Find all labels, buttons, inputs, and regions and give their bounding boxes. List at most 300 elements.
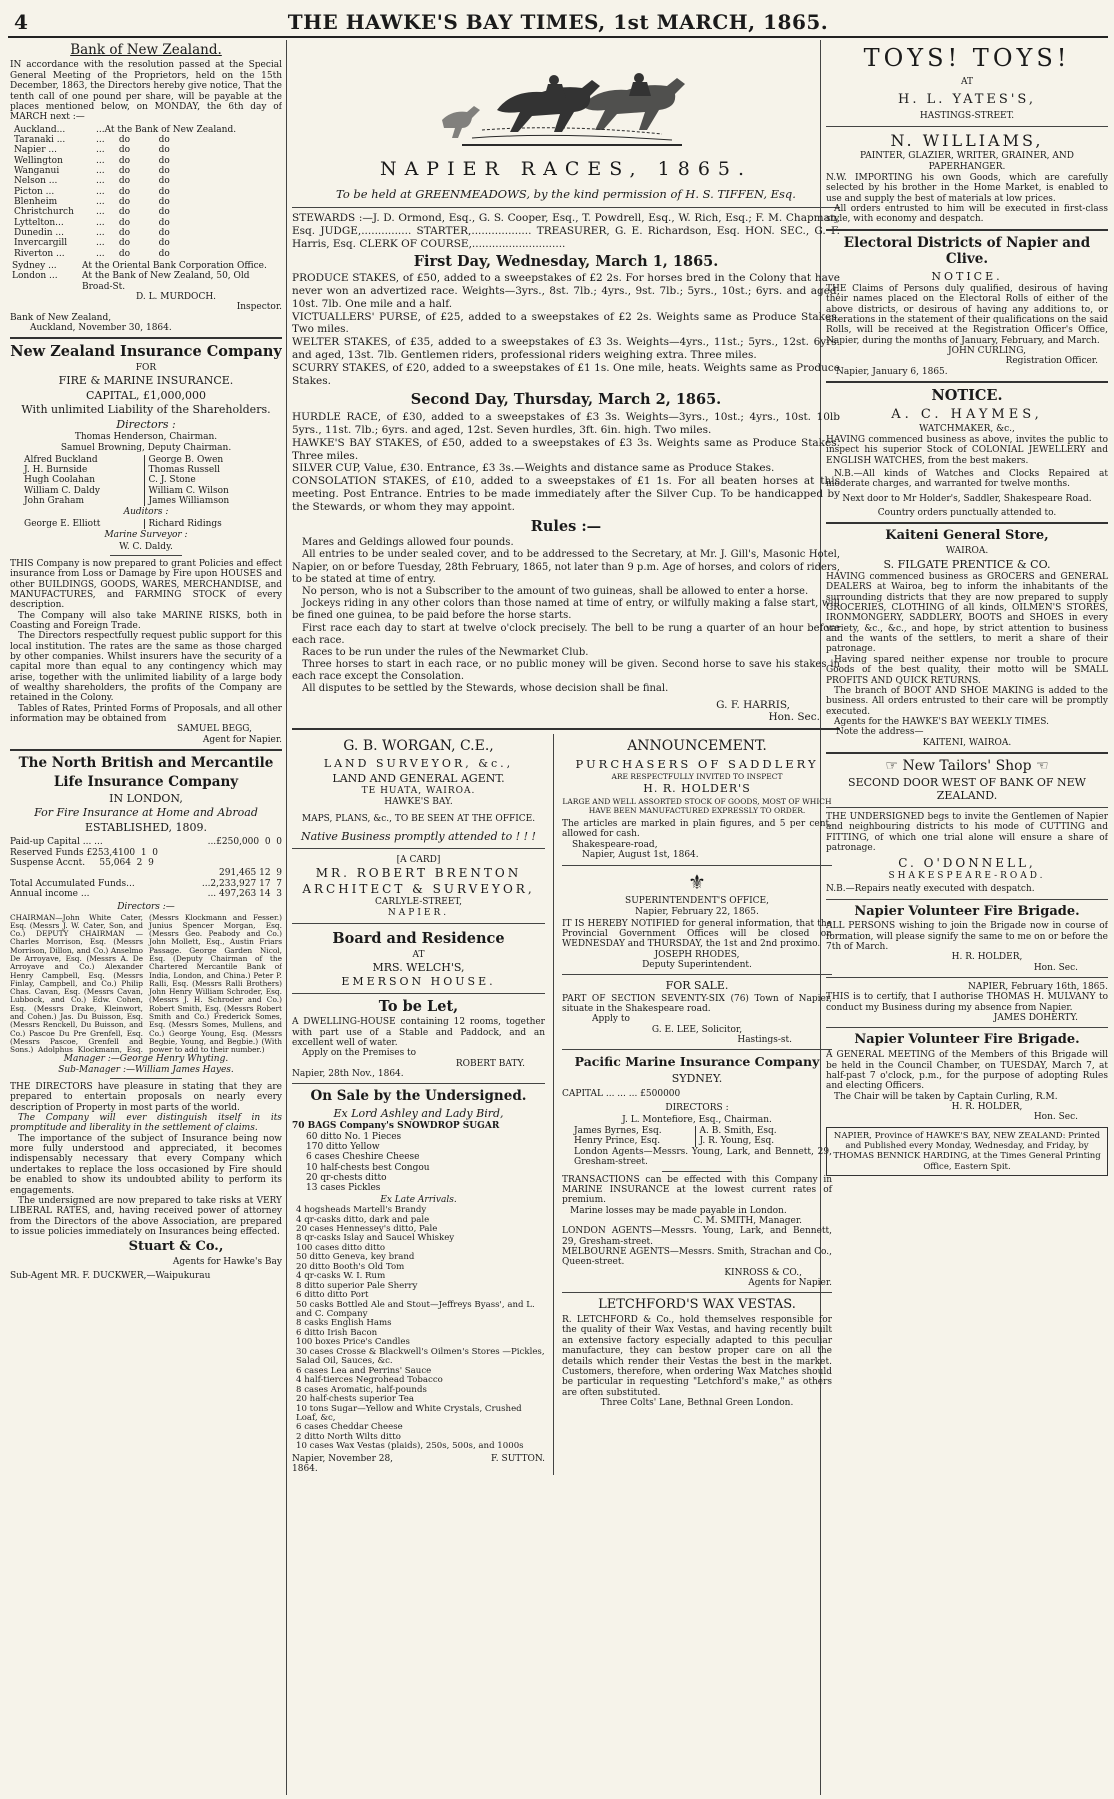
bank-place-row	[14, 135, 282, 145]
pacific-city: SYDNEY.	[671, 1071, 723, 1085]
announce-addr: Shakespeare-road,	[572, 839, 658, 850]
nzins-for: FOR	[135, 363, 157, 374]
sale-sub: Ex Lord Ashley and Lady Bird,	[333, 1106, 504, 1120]
nb-financial-label: Paid-up Capital ... ...	[10, 837, 103, 848]
electoral-signer-title: Registration Officer.	[1005, 356, 1098, 367]
nzins-director: Hugh Coolahan	[24, 475, 95, 486]
nb-p2: The Company will ever distinguish itself in its promptitude and liberality in the settlement of claims.	[10, 1113, 282, 1134]
nzins-p1: THIS Company is now prepared to grant Policies and effect insurance from Loss or Damage by Fire upon HOUSES and other BUILDINGS, GOODS, WARES, MERCHANDISE, and MANUFACTURES, and FARMING STOCK of every description.	[10, 558, 282, 611]
pacific-directors-left	[574, 1126, 695, 1147]
brenton-l1: MR. ROBERT BRENTON	[315, 865, 522, 880]
sale-late: Ex Late Arrivals.	[380, 1194, 457, 1205]
fire1-signer-title: Hon. Sec.	[1033, 962, 1078, 973]
divider	[826, 229, 1108, 231]
announce-l4: LARGE AND WELL ASSORTED STOCK OF GOODS, MOST OF WHICH HAVE BEEN MANUFACTURED EXPRESSLY TO ORDER.	[562, 796, 832, 815]
williams-body: N.W. IMPORTING his own Goods, which are carefully selected by his brother in the Home Market, is enabled to use and supply the best of materials at low prices.	[826, 173, 1108, 204]
divider	[110, 555, 182, 556]
nb-p3: The importance of the subject of Insurance being now more fully understood and appreciated, it becomes indispensably necessary that every Company which undertakes to replace the loss occasioned by Fire should be enabled to show its undoubted ability to perform its engagements.	[10, 1133, 282, 1196]
haymes-body: HAVING commenced business as above, invites the public to inspect his superior Stock of COLONIAL JEWELLERY and ENGLISH WATCHES, from the best makers.	[826, 435, 1108, 466]
forsale-apply: Apply to	[592, 1014, 630, 1025]
pacific-mag: MELBOURNE AGENTS—Messrs. Smith, Strachan and Co., Queen-street.	[562, 1246, 832, 1268]
bank-place-where: ... do do	[96, 134, 170, 145]
bank-place-where: ... do do	[96, 186, 170, 197]
pacific-p1: TRANSACTIONS can be effected with this Company in MARINE INSURANCE at the lowest current rates of premium.	[562, 1174, 832, 1206]
race-entry: WELTER STAKES, of £35, added to a sweepstakes of £3 3s. Weights—4yrs., 11st.; 5yrs., 12st. 6yrs. and aged, 13st. 7lb. Gentlemen riders, professional riders weighing extra. Three miles.	[292, 336, 840, 362]
races-rules-list	[292, 537, 840, 695]
sale-item: 20 qr-chests ditto	[306, 1173, 387, 1184]
letchford-body: R. LETCHFORD & Co., hold themselves responsible for the quality of their Wax Vestas, and having recently built an extensive factory especially adapted to this peculiar manufacture, they can bestow proper care on all the details which render their Vestas the best in the market. Customers, therefore, when ordering Wax Matches should be particular in requesting "Letchford's make," as others are often substituted.	[562, 1315, 832, 1398]
fire1-body: ALL PERSONS wishing to join the Brigade now in course of formation, will please signify the same to me on or before the 7th of March.	[826, 921, 1108, 953]
pacific-directors	[562, 1126, 832, 1147]
bank-place-where: ... do do	[96, 145, 170, 156]
races-rules-heading: Rules :—	[530, 517, 602, 535]
kaiteni-p4: Agents for the HAWKE'S BAY WEEKLY TIMES.	[834, 716, 1049, 727]
pacific-lag: LONDON AGENTS—Messrs. Young, Lark, and Bennett, 29, Gresham-street.	[562, 1226, 832, 1247]
divider	[292, 923, 545, 924]
column-right	[826, 40, 1108, 1795]
race-rule: Races to be run under the rules of the Newmarket Club.	[302, 646, 589, 658]
pointing-hand-icon: ☜	[1031, 757, 1049, 774]
pacific-directors-right	[695, 1126, 821, 1147]
nzins-title: New Zealand Insurance Company	[10, 343, 282, 361]
sale-list-late	[292, 1206, 545, 1452]
pacific-director: Henry Prince, Esq.	[574, 1136, 661, 1147]
pacific-title: Pacific Marine Insurance Company	[574, 1054, 820, 1070]
bank-title: Bank of New Zealand.	[70, 42, 222, 58]
divider	[10, 337, 282, 339]
nzins-auditors	[10, 519, 282, 529]
divider	[562, 865, 832, 866]
bank-place-where: ... do do	[96, 196, 170, 207]
nb-financial-value: ... 497,263 14 3	[207, 888, 282, 899]
nzins-director: William C. Daldy	[24, 485, 100, 496]
tailors-sub: SECOND DOOR WEST OF BANK OF NEW ZEALAND.	[848, 776, 1086, 803]
board-house: EMERSON HOUSE.	[341, 975, 496, 989]
sale-item: 60 ditto No. 1 Pieces	[306, 1131, 402, 1142]
divider	[826, 381, 1108, 383]
nb-in: IN LONDON,	[109, 791, 183, 805]
sale-date: Napier, November 28, 1864.	[292, 1453, 394, 1475]
lower-centre	[292, 734, 840, 1474]
pacific-capital: CAPITAL ... ... ... £500000	[562, 1089, 681, 1100]
board-at: AT	[412, 949, 425, 960]
race-entry: CONSOLATION STAKES, of £10, added to a sweepstakes of £1 1s. For all beaten horses at this meeting. Post Entrance. Entries to be made immediately after the Silver Cup. To be handicapped by the Stewards, or whom they may appoint.	[292, 475, 840, 513]
nb-financial-row	[10, 868, 282, 878]
sale-item: 20 cases Hennessey's ditto, Pale	[296, 1223, 438, 1234]
fire2-body: A GENERAL MEETING of the Members of this Brigade will be held in the Council Chamber, on TUESDAY, March 7, at half-past 7 o'clock, p.m., for the purpose of adopting Rules and electing Officers.	[826, 1050, 1108, 1092]
royal-arms-icon: ⚜	[688, 869, 706, 894]
fire2-body2: The Chair will be taken by Captain Curling, R.M.	[834, 1091, 1058, 1102]
divider	[562, 1049, 832, 1050]
races-day2: Second Day, Thursday, March 2, 1865.	[410, 391, 722, 409]
column-centre	[292, 40, 840, 1795]
tolet-apply: Apply on the Premises to	[302, 1048, 417, 1059]
announce-l2: ARE RESPECTFULLY INVITED TO INSPECT	[611, 772, 783, 782]
nzins-deputy: Samuel Browning, Deputy Chairman.	[60, 443, 232, 454]
nzins-directors-heading: Directors :	[116, 417, 176, 431]
electoral-body: THE Claims of Persons duly qualified, desirous of having their names placed on the Electoral Rolls of either of the above districts, or desirous of having any additions to, or alterations in the statement of their qualifications on the said Rolls, will be received at the Registration Officer's Office, Napier, during the months of January, February, and March.	[826, 284, 1108, 346]
nzins-director: Thomas Russell	[148, 465, 220, 476]
nb-financial-value: ...£250,000 0 0	[207, 837, 282, 848]
sale-item: 50 casks Bottled Ale and Stout—Jeffreys Byass', and L. and C. Company	[296, 1299, 535, 1320]
divider	[292, 207, 840, 208]
sale-item: 20 half-chests superior Tea	[296, 1394, 414, 1405]
sale-item: 10 tons Sugar—Yellow and White Crystals, Crushed Loaf, &c,	[296, 1403, 522, 1424]
race-rule: Three horses to start in each race, or no public money will be given. Second horse to save his stakes in each race except the Consolation.	[292, 659, 840, 683]
bank-place-name: Picton ...	[14, 186, 55, 197]
divider	[10, 749, 282, 751]
tailors-heading	[826, 758, 1108, 775]
column-left	[10, 40, 282, 1795]
nb-directors-heading: Directors :—	[117, 902, 175, 913]
tolet-title: To be Let,	[378, 997, 459, 1015]
page-number: 4	[14, 10, 28, 34]
bank-place-row	[14, 125, 282, 135]
sale-item: 4 hogsheads Martell's Brandy	[296, 1205, 427, 1216]
bank-place-where: ... do do	[96, 176, 170, 187]
divider	[826, 977, 1108, 978]
bank-place-name: Nelson ...	[14, 176, 58, 187]
nb-financial-value: ...2,233,927 17 7	[201, 878, 282, 889]
bank-place-where: ... do do	[96, 165, 170, 176]
tailors-title: New Tailors' Shop	[902, 757, 1032, 774]
supt-signer: JOSEPH RHODES,	[654, 949, 740, 960]
bank-intro: IN accordance with the resolution passed at the Special General Meeting of the Proprietors, held on the 15th December, 1863, the Directors hereby give notice, That the tenth call of one pound per share, will be payable at the places mentioned below, on MONDAY, the 6th day of MARCH next :—	[10, 60, 282, 123]
letchford-addr: Three Colts' Lane, Bethnal Green London.	[600, 1397, 794, 1408]
kaiteni-addr: KAITENI, WAIROA.	[922, 737, 1012, 748]
nb-financial-row	[10, 858, 282, 868]
board-mrs: MRS. WELCH'S,	[372, 960, 465, 974]
bank-place-row	[14, 249, 282, 259]
cert-date: NAPIER, February 16th, 1865.	[968, 982, 1108, 993]
sale-item: 4 half-tierces Negrohead Tobacco	[296, 1375, 443, 1386]
nzins-director: Alfred Buckland	[24, 454, 98, 465]
nb-title2: Life Insurance Company	[53, 773, 239, 790]
nb-financials	[10, 837, 282, 899]
race-entry: VICTUALLERS' PURSE, of £25, added to a sweepstakes of £2 2s. Weights same as Produce Stakes. Two miles.	[292, 310, 840, 336]
divider	[562, 1292, 832, 1293]
divider	[292, 848, 545, 849]
haymes-trade: WATCHMAKER, &c.,	[919, 423, 1015, 434]
sale-signer: F. SUTTON.	[490, 1453, 545, 1464]
nb-est: ESTABLISHED, 1809.	[84, 820, 208, 834]
nb-financial-row	[10, 837, 282, 847]
brenton-l4: NAPIER.	[387, 908, 450, 919]
nzins-p2: The Company will also take MARINE RISKS, both in Coasting and Foreign Trade.	[10, 610, 282, 631]
bank-place-row	[14, 166, 282, 176]
sale-item: 100 cases ditto ditto	[296, 1242, 386, 1253]
kaiteni-body: HAVING commenced business as GROCERS and GENERAL DEALERS at Wairoa, beg to inform the inhabitants of the surrounding districts that they are now prepared to supply GROCERIES, CLOTHING of all kinds, OILMEN'S STORES, IRONMONGERY, SADDLERY, BOOTS and SHOES in every variety, &c., &c., and hope, by strict attention to business and the wants of the settlers, to merit a share of their patronage.	[826, 572, 1108, 655]
bank-place-where: ...At the Bank of New Zealand.	[96, 124, 237, 135]
bank-place-name: Lyttelton...	[14, 217, 64, 228]
bank-place-where: ... do do	[96, 238, 170, 249]
bank-place-where: ... do do	[96, 207, 170, 218]
races-stewards: STEWARDS :—J. D. Ormond, Esq., G. S. Cooper, Esq., T. Powdrell, Esq., W. Rich, Esq.; F. M. Chapman, Esq. JUDGE,............... STARTER,.................. TREASURER, G. E. Richardson, Esq. HON. SEC., G. F. Harris, Esq. CLERK OF COURSE,............................	[292, 212, 840, 250]
race-rule: Jockeys riding in any other colors than those named at time of entry, or wilfully making a false start, will be fined one guinea, to be paid before the horse starts.	[292, 598, 840, 622]
tolet-signer: ROBERT BATY.	[455, 1058, 525, 1069]
races-day1-list	[292, 272, 840, 387]
pointing-hand-icon: ☞	[885, 757, 903, 774]
bank-place-name: Blenheim	[14, 196, 58, 207]
worgan-l3: TE HUATA, WAIROA.	[361, 786, 476, 797]
bank-place-name: Dunedin ...	[14, 227, 65, 238]
bank-place-name: Taranaki ...	[14, 134, 66, 145]
nzins-auditors-heading: Auditors :	[123, 507, 169, 518]
nb-subagent: Sub-Agent MR. F. DUCKWER,—Waipukurau	[10, 1271, 211, 1282]
supt-body: IT IS HEREBY NOTIFIED for general information, that the Provincial Government Offices will be closed on WEDNESDAY and THURSDAY, the 1st and 2nd proximo.	[562, 918, 832, 950]
races-title: NAPIER RACES, 1865.	[379, 158, 753, 180]
pacific-london: London Agents—Messrs. Young, Lark, and Bennett, 29, Gresham-street.	[574, 1146, 832, 1168]
divider	[562, 974, 832, 975]
masthead-rule	[8, 36, 1108, 38]
tolet-date: Napier, 28th Nov., 1864.	[292, 1069, 404, 1080]
nzins-p3: The Directors respectfully request public support for this local institution. The rates are the same as those charged by other companies. Whilst insurers have the security of a capital more than equal to any contingency which may arise, together with the unlimited liability of a large body of wealthy shareholders, the profits of the Company are retained in the Colony.	[10, 631, 282, 704]
cert-signer: JAMES DOHERTY.	[993, 1013, 1078, 1024]
printer-imprint: NAPIER, Province of HAWKE'S BAY, NEW ZEALAND: Printed and Published every Monday, Wednesday, and Friday, by THOMAS BENNICK HARDING, at the Times General Printing Office, Eastern Spit.	[826, 1127, 1108, 1176]
divider	[826, 1027, 1108, 1028]
nzins-sub: FIRE & MARINE INSURANCE.	[58, 374, 234, 388]
sale-item: 10 half-chests best Congou	[306, 1162, 430, 1173]
races-signer: G. F. HARRIS,	[716, 698, 790, 711]
races-day1: First Day, Wednesday, March 1, 1865.	[413, 252, 719, 270]
divider	[826, 807, 1108, 808]
bank-place-row	[14, 156, 282, 166]
bank-place-row	[14, 197, 282, 207]
nb-submanager: Sub-Manager :—William James Hayes.	[58, 1064, 234, 1075]
nb-p4: The undersigned are now prepared to take risks at VERY LIBERAL RATES, and, having received power of attorney from the Directors of the above Association, are prepared to issue policies immediately on Insurances being effected.	[10, 1195, 282, 1237]
sale-item: 8 casks English Hams	[296, 1318, 392, 1329]
pacific-manager: C. M. SMITH, Manager.	[693, 1215, 802, 1226]
brenton-l2: ARCHITECT & SURVEYOR,	[302, 881, 535, 896]
electoral-notice: NOTICE.	[931, 269, 1003, 283]
divider	[826, 522, 1108, 524]
nzins-surveyor-heading: Marine Surveyor :	[104, 530, 188, 541]
masthead	[8, 4, 1108, 38]
race-entry: HURDLE RACE, of £30, added to a sweepstakes of £3 3s. Weights—3yrs., 10st.; 4yrs., 10st. 10lb 5yrs., 11st. 7lb.; 6yrs. and aged, 12st. Seven hurdles, 3ft. 6in. high. Two miles.	[292, 411, 840, 436]
nzins-director: William C. Wilson	[148, 485, 229, 496]
bank-place-row	[14, 218, 282, 228]
worgan-l6: Native Business promptly attended to ! ! !	[301, 830, 536, 844]
nb-p1: THE DIRECTORS have pleasure in stating that they are prepared to entertain proposals on nearly every description of Property in most parts of the world.	[10, 1082, 282, 1113]
race-entry: SILVER CUP, Value, £30. Entrance, £3 3s.—Weights and distance same as Produce Stakes.	[292, 462, 775, 475]
race-rule: Mares and Geldings allowed four pounds.	[302, 537, 514, 549]
pacific-kinross-title: Agents for Napier.	[748, 1277, 832, 1288]
nzins-p4: Tables of Rates, Printed Forms of Proposals, and all other information may be obtained from	[10, 703, 282, 724]
bank-place-row	[14, 238, 282, 248]
pacific-p2: Marine losses may be made payable in London.	[570, 1205, 787, 1216]
nb-financial-label: Annual income ...	[10, 888, 90, 899]
pacific-director: A. B. Smith, Esq.	[699, 1126, 777, 1137]
williams-trade: PAINTER, GLAZIER, WRITER, GRAINER, AND PAPERHANGER.	[860, 151, 1074, 172]
tailors-name: C. O'DONNELL,	[898, 856, 1036, 871]
nzins-director: C. J. Stone	[148, 475, 196, 486]
cert-body: THIS is to certify, that I authorise THOMAS H. MULVANY to conduct my Business during my absence from Napier.	[826, 992, 1108, 1013]
sale-item: 13 cases Pickles	[306, 1183, 381, 1194]
race-entry: PRODUCE STAKES, of £50, added to a sweepstakes of £2 2s. For horses bred in the Colony that have never won an advertized race. Weights—3yrs., 8st. 7lb.; 4yrs., 9st. 7lb.; 5yrs., 10st.; 6yrs. and aged, 10st. 7lb. One mile and a half.	[292, 272, 840, 310]
sale-first: 70 BAGS Company's SNOWDROP SUGAR	[292, 1121, 500, 1132]
bank-place-row	[14, 207, 282, 217]
kaiteni-p3: The branch of BOOT AND SHOE MAKING is added to the business. All orders entrusted to their care will be promptly executed.	[826, 685, 1108, 717]
fire2-signer-title: Hon. Sec.	[1033, 1112, 1078, 1123]
worgan-title: G. B. WORGAN, C.E.,	[343, 738, 494, 755]
announce-date: Napier, August 1st, 1864.	[582, 850, 699, 861]
haymes-country: Country orders punctually attended to.	[877, 508, 1057, 519]
column-divider	[286, 40, 287, 1795]
sale-item: 4 qr-casks W. I. Rum	[296, 1271, 386, 1282]
toys-street: HASTINGS-STREET.	[919, 111, 1015, 122]
worgan-l1: LAND SURVEYOR, &c.,	[323, 757, 514, 771]
pacific-director: J. R. Young, Esq.	[699, 1136, 775, 1147]
centre-right-subcolumn	[554, 734, 832, 1474]
bank-place-name: Auckland...	[14, 124, 66, 135]
pacific-kinross: KINROSS & CO.,	[724, 1267, 802, 1278]
race-rule: All disputes to be settled by the Stewards, whose decision shall be final.	[302, 683, 669, 695]
pacific-chair: J. L. Montefiore, Esq., Chairman.	[622, 1114, 772, 1125]
newspaper-title: THE HAWKE'S BAY TIMES, 1st MARCH, 1865.	[287, 10, 829, 34]
sale-item: 6 cases Lea and Perrins' Sauce	[296, 1365, 432, 1376]
supt-date: Napier, February 22, 1865.	[635, 907, 759, 918]
divider	[826, 126, 1108, 127]
bank-places-list	[14, 125, 282, 259]
nzins-surveyor: W. C. Daldy.	[119, 541, 173, 552]
nb-title1: The North British and Mercantile	[18, 755, 274, 772]
bank-place-name: Christchurch	[14, 207, 74, 218]
tailors-nb: N.B.—Repairs neatly executed with despatch.	[826, 884, 1035, 895]
sale-item: 20 ditto Booth's Old Tom	[296, 1261, 405, 1272]
electoral-signer: JOHN CURLING,	[948, 346, 1026, 357]
race-rule: No person, who is not a Subscriber to the amount of two guineas, shall be allowed to enter a horse.	[302, 585, 809, 597]
forsale-signer: G. E. LEE, Solicitor,	[651, 1024, 743, 1035]
announce-p: The articles are marked in plain figures, and 5 per cent. allowed for cash.	[562, 819, 832, 840]
sale-item: 2 ditto North Wilts ditto	[296, 1431, 401, 1442]
sale-title: On Sale by the Undersigned.	[310, 1088, 527, 1105]
williams-name: N. WILLIAMS,	[890, 130, 1044, 150]
divider	[826, 752, 1108, 754]
bank-place-name: Invercargill	[14, 238, 68, 249]
bank-place-name: Napier ...	[14, 145, 57, 156]
nb-financial-label: Suspense Accnt. 55,064 2 9	[10, 857, 154, 868]
race-engraving	[292, 40, 840, 158]
sale-item: 4 qr-casks ditto, dark and pale	[296, 1214, 430, 1225]
nzins-auditor: Richard Ridings	[144, 519, 269, 529]
haymes-name: A. C. HAYMES,	[891, 406, 1043, 422]
race-entry: HAWKE'S BAY STAKES, of £50, added to a sweepstakes of £3 3s. Weights same as Produce Stakes. Three miles.	[292, 436, 840, 462]
nb-agent-sub: Agents for Hawke's Bay	[172, 1257, 282, 1268]
haymes-addr: Next door to Mr Holder's, Saddler, Shakespeare Road.	[842, 493, 1092, 504]
sale-item: 6 cases Cheddar Cheese	[296, 1422, 403, 1433]
races-day2-list	[292, 411, 840, 513]
sale-item: 8 qr-casks Islay and Saucel Whiskey	[296, 1233, 455, 1244]
fire2-signer: H. R. HOLDER,	[951, 1102, 1023, 1113]
pacific-directors-heading: DIRECTORS :	[665, 1103, 729, 1114]
announce-l3: H. R. HOLDER'S	[643, 782, 751, 796]
kaiteni-p2: Having spared neither expense nor trouble to procure Goods of the best quality, their motto will be SMALL PROFITS AND QUICK RETURNS.	[826, 654, 1108, 686]
sale-footer	[292, 1454, 545, 1475]
race-rule: All entries to be under sealed cover, and to be addressed to the Secretary, at Mr. J. Gill's, Masonic Hotel, Napier, on or before Tuesday, 28th February, 1865, not later than 9 p.m. Age of horses, and colors of riders, to be stated at time of entry.	[292, 549, 840, 585]
divider	[662, 1171, 732, 1172]
nzins-directors	[10, 455, 282, 507]
bank-place-where: ... do do	[96, 217, 170, 228]
nzins-director: James Williamson	[148, 496, 230, 507]
bank-london: London ...	[12, 271, 58, 282]
nb-financial-row	[10, 879, 282, 889]
williams-body2: All orders entrusted to him will be executed in first-class style, with economy and despatch.	[826, 204, 1108, 225]
sale-item: 6 cases Cheshire Cheese	[306, 1152, 420, 1163]
worgan-l4: HAWKE'S BAY.	[384, 797, 453, 808]
bank-place-row	[14, 176, 282, 186]
worgan-l2: LAND AND GENERAL AGENT.	[332, 771, 505, 785]
divider	[292, 728, 840, 730]
bank-sydney-where: At the Oriental Bank Corporation Office.	[82, 261, 267, 271]
tailors-body: THE UNDERSIGNED begs to invite the Gentlemen of Napier and neighbouring districts to his mode of CUTTING and FITTING, of which one trial alone will ensure a share of patronage.	[826, 811, 1108, 853]
race-entry: SCURRY STAKES, of £20, added to a sweepstakes of £1 1s. One mile, heats. Weights same as Produce Stakes.	[292, 361, 840, 387]
worgan-l5: MAPS, PLANS, &c., TO BE SEEN AT THE OFFICE.	[301, 813, 536, 824]
divider	[292, 993, 545, 994]
announce-title: ANNOUNCEMENT.	[627, 738, 767, 755]
sale-list	[292, 1132, 545, 1194]
nb-financial-label: Reserved Funds £253,4100 1 0	[10, 847, 159, 858]
sale-item: 8 ditto superior Pale Sherry	[296, 1280, 418, 1291]
sale-item: 10 cases Wax Vestas (plaids), 250s, 500s, and 1000s	[296, 1441, 524, 1452]
toys-name: H. L. YATES'S,	[898, 91, 1036, 107]
bank-london-where: At the Bank of New Zealand, 50, Old Broad-St.	[82, 271, 250, 292]
forsale-body: PART OF SECTION SEVENTY-SIX (76) Town of Napier, situate in the Shakespeare road.	[562, 993, 832, 1015]
bank-footer: Bank of New Zealand,	[10, 312, 112, 323]
kaiteni-addr-heading: Note the address—	[836, 727, 924, 738]
sale-item: 170 ditto Yellow	[306, 1141, 380, 1152]
letchford-title: LETCHFORD'S WAX VESTAS.	[598, 1297, 796, 1313]
bank-place-where: ... do do	[96, 227, 170, 238]
races-held: To be held at GREENMEADOWS, by the kind permission of H. S. TIFFEN, Esq.	[336, 187, 796, 202]
divider	[292, 1083, 545, 1084]
nzins-director: J. H. Burnside	[24, 465, 88, 476]
nzins-directors-right	[144, 455, 269, 507]
nzins-liability: With unlimited Liability of the Shareholders.	[21, 403, 271, 417]
announce-l1: PURCHASERS OF SADDLERY	[575, 757, 819, 772]
sale-item: 100 boxes Price's Candles	[296, 1337, 410, 1348]
races-signer-title: Hon. Sec.	[768, 711, 820, 724]
bank-place-row	[14, 145, 282, 155]
centre-left-subcolumn	[292, 734, 554, 1474]
nzins-capital: CAPITAL, £1,000,000	[85, 388, 207, 402]
electoral-date: Napier, January 6, 1865.	[836, 366, 948, 377]
fire2-title: Napier Volunteer Fire Brigade.	[854, 1032, 1080, 1048]
sale-item: 30 cases Crosse & Blackwell's Oilmen's Stores —Pickles, Salad Oil, Sauces, &c.	[296, 1346, 545, 1367]
bank-place-where: ... do do	[96, 155, 170, 166]
nb-financial-value: 291,465 12 9	[219, 868, 282, 879]
nb-directors: CHAIRMAN—John White Cater, Esq. (Messrs J. W. Cater, Son, and Co.) DEPUTY CHAIRMAN — Charles Morrison, Esq. (Messrs Morrison, Dillon, and Co.) Anselmo De Arroyave, Esq. (Messrs A. De Arroyave and Co.) Alexander Henry Campbell, Esq. (Messrs Finlay, Campbell, and Co.) Philip Chas. Cavan, Esq. (Messrs Cavan, Lubbock, and Co.) Edw. Cohen, Esq. (Messrs Drake, Kleinwort, and Cohen.) Jas. Du Buisson, Esq. (Messrs Renckell, Du Buisson, and Co.) Pascoe Du Pre Grenfell, Esq. (Messrs Pascoe, Grenfell and Sons.) Adolphus Klockmann, Esq. (Messrs Klockmann and Fesser.) Junius Spencer Morgan, Esq. (Messrs Geo. Peabody and Co.) John Mollett, Esq., Austin Friars Passage. George Garden Nicol, Esq. (Deputy Chairman of the Chartered Mercantile Bank of India, London, and China.) Peter P. Ralli, Esq. (Messrs Ralli Brothers) John Henry William Schroder, Esq. (Messrs J. H. Schroder and Co.) Robert Smith, Esq. (Messrs Robert Smith and Co.) Frederick Somes, Esq. (Messrs Somes, Mullens, and Co.) George Young, Esq. (Messrs Begbie, Young, and Begbie.) (With power to add to their number.)	[10, 912, 282, 1055]
bank-place-row	[14, 228, 282, 238]
race-rule: First race each day to start at twelve o'clock precisely. The bell to be rung a quarter of an hour before each race.	[292, 622, 840, 646]
kaiteni-title: Kaiteni General Store,	[885, 528, 1049, 544]
nb-financial-row	[10, 889, 282, 899]
bank-place-name: Wellington	[14, 155, 63, 166]
nb-agent: Stuart & Co.,	[128, 1239, 224, 1255]
pacific-director: James Byrnes, Esq.	[574, 1126, 662, 1137]
bank-place-where: ... do do	[96, 248, 170, 259]
bank-overseas	[10, 261, 282, 292]
bank-footer-date: Auckland, November 30, 1864.	[30, 323, 172, 334]
divider	[826, 899, 1108, 900]
forsale-signer2: Hastings-st.	[737, 1035, 792, 1046]
supt-signer-title: Deputy Superintendent.	[642, 959, 752, 970]
bank-sydney: Sydney ...	[12, 261, 57, 271]
nb-manager: Manager :—George Henry Whyting.	[63, 1054, 229, 1065]
nb-for: For Fire Insurance at Home and Abroad	[34, 806, 258, 820]
nzins-auditor: George E. Elliott	[24, 518, 101, 529]
bank-signer: D. L. MURDOCH.	[135, 292, 217, 303]
nzins-signer: SAMUEL BEGG,	[177, 724, 252, 735]
